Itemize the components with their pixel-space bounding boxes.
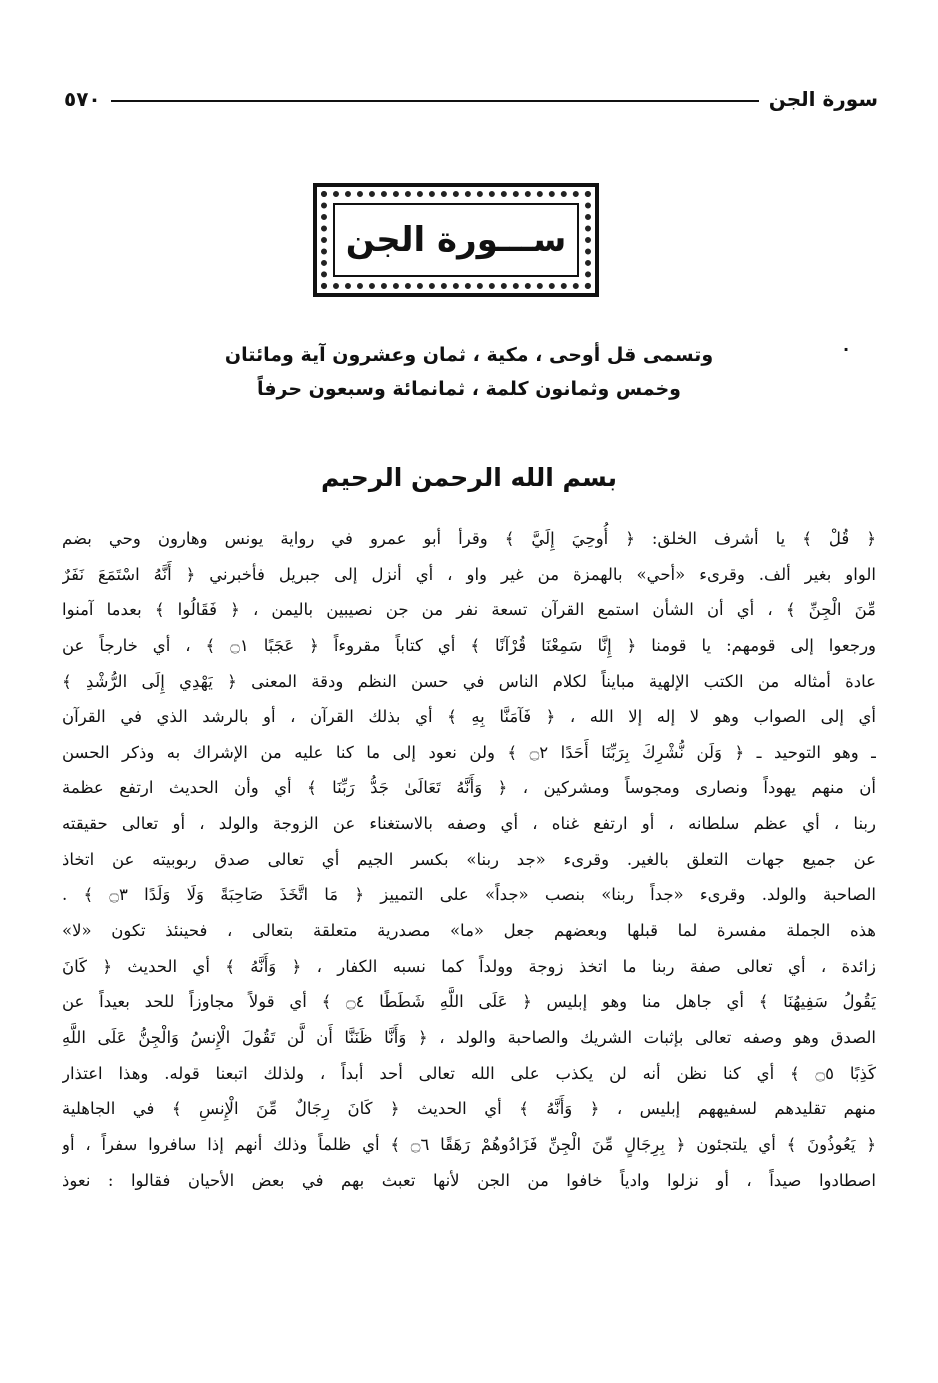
body-line: عن جميع جهات التعلق بالغير. وقرىء «جد ربنا» بكسر الجيم أي تعالى صدق ربوبيته عن اتخاذ (62, 849, 876, 869)
body-line: الواو بغير ألف. وقرىء «أحي» بالهمزة من غير واو ، أي أنزل إلى جبريل فأخبرني ﴿ أَنَّهُ اسْتَمَعَ نَفَرٌ (62, 564, 876, 584)
body-line: ربنا ، أي عظم سلطانه ، أو ارتفع غناه ، أي وصفه بالاستغناء عن الزوجة والولد ، أو تعالى حقيقته (62, 814, 876, 834)
body-line: أي إلى الصواب وهو لا إله إلا الله ، ﴿ فَآمَنَّا بِهِ ﴾ أي بذلك القرآن ، أو بالرشد الذي في القرآن (62, 707, 876, 727)
running-header (64, 84, 878, 114)
surah-intro (80, 338, 858, 406)
body-line: زائدة ، أي تعالى صفة ربنا ما اتخذ زوجة وولداً كما نسبه الكفار ، ﴿ وَأَنَّهُ ﴾ أي الحديث ﴿ كَانَ (62, 956, 876, 976)
basmala: بسم الله الرحمن الرحيم (321, 463, 617, 492)
body-line: هذه الجملة مفسرة لما قبلها وبعضهم جعل «ما» مصدرية متعلقة بتعالى ، فحينئذ تكون «لا» (62, 921, 876, 941)
tafsir-body (62, 521, 876, 1198)
body-line: مِّنَ الْجِنِّ ﴾ ، أي أن الشأن استمع القرآن تسعة نفر من جن نصيبين باليمن ، ﴿ فَقَالُوا ﴾ بعدما آمنوا (62, 600, 876, 620)
running-title: سورة الجن (768, 87, 878, 111)
header-rule (111, 100, 759, 102)
surah-title-frame (313, 183, 599, 297)
body-line: عادة أمثاله من الكتب الإلهية مبايناً لكلام الناس في حسن النظم ودقة المعنى ﴿ يَهْدِي إِلَى الرُّشْدِ ﴾ (62, 671, 876, 691)
title-inner-box (333, 203, 579, 277)
page-number: ٥٧٠ (64, 87, 101, 111)
body-line: ـ وهو التوحيد ـ ﴿ وَلَن نُّشْرِكَ بِرَبِّنَا أَحَدًا ۝٢ ﴾ ولن نعود إلى ما كنا عليه من الإشراك به وذكر الحسن (62, 742, 876, 762)
body-line: الصدق وهو وصفه تعالى بإثبات الشريك والصاحبة والولد ، ﴿ وَأَنَّا ظَنَنَّا أَن لَّن تَقُولَ الْإِنسُ وَالْجِنُّ عَلَى اللَّهِ (62, 1027, 876, 1047)
stray-mark: · (843, 340, 850, 359)
body-line: ورجعوا إلى قومهم: يا قومنا ﴿ إِنَّا سَمِعْنَا قُرْآنًا ﴾ أي كتاباً مقروءاً ﴿ عَجَبًا ۝١ ﴾ ، أي خارجاً عن (62, 635, 876, 655)
body-line: ﴿ قُلْ ﴾ يا أشرف الخلق: ﴿ أُوحِيَ إِلَيَّ ﴾ وقرأ أبو عمرو في رواية يونس وهارون وحي بضم (62, 529, 876, 548)
body-line: اصطادوا صيداً ، أو نزلوا وادياً خافوا من الجن لأنها تعبث بهم في بعض الأحيان فقالوا : نعوذ (62, 1170, 876, 1190)
body-line: منهم تقليدهم لسفيههم إبليس ، ﴿ وَأَنَّهُ ﴾ أي الحديث ﴿ كَانَ رِجَالٌ مِّنَ الْإِنسِ ﴾ في الجاهلية (62, 1099, 876, 1119)
body-line: كَذِبًا ۝٥ ﴾ أي كنا نظن أنه لن يكذب على الله تعالى أحد أبداً ، ولذلك اتبعنا قوله. وهذا اعتذار (62, 1063, 876, 1083)
surah-title: ســـورة الجن (345, 220, 567, 260)
body-line: الصاحبة والولد. وقرىء «جداً ربنا» بنصب «جداً» على التمييز ﴿ مَا اتَّخَذَ صَاحِبَةً وَلَا وَلَدًا ۝٣ ﴾ . (62, 885, 876, 905)
intro-line-1: وتسمى قل أوحى ، مكية ، ثمان وعشرون آية ومائتان (224, 344, 714, 366)
intro-line-2: وخمس وثمانون كلمة ، ثمانمائة وسبعون حرفاً (256, 378, 681, 400)
body-line: يَقُولُ سَفِيهُنَا ﴾ أي جاهل منا وهو إبليس ﴿ عَلَى اللَّهِ شَطَطًا ۝٤ ﴾ أي قولاً مجاوزاً للحد بعيداً عن (62, 992, 876, 1012)
body-line: ﴿ يَعُوذُونَ ﴾ أي يلتجئون ﴿ بِرِجَالٍ مِّنَ الْجِنِّ فَزَادُوهُمْ رَهَقًا ۝٦ ﴾ أي ظلماً وذلك أنهم إذا سافروا سفراً ، أو (62, 1134, 876, 1154)
body-line: أن منهم يهوداً ونصارى ومجوساً ومشركين ، ﴿ وَأَنَّهُ تَعَالَىٰ جَدُّ رَبِّنَا ﴾ أي وأن الحديث ارتفع عظمة (62, 778, 876, 798)
